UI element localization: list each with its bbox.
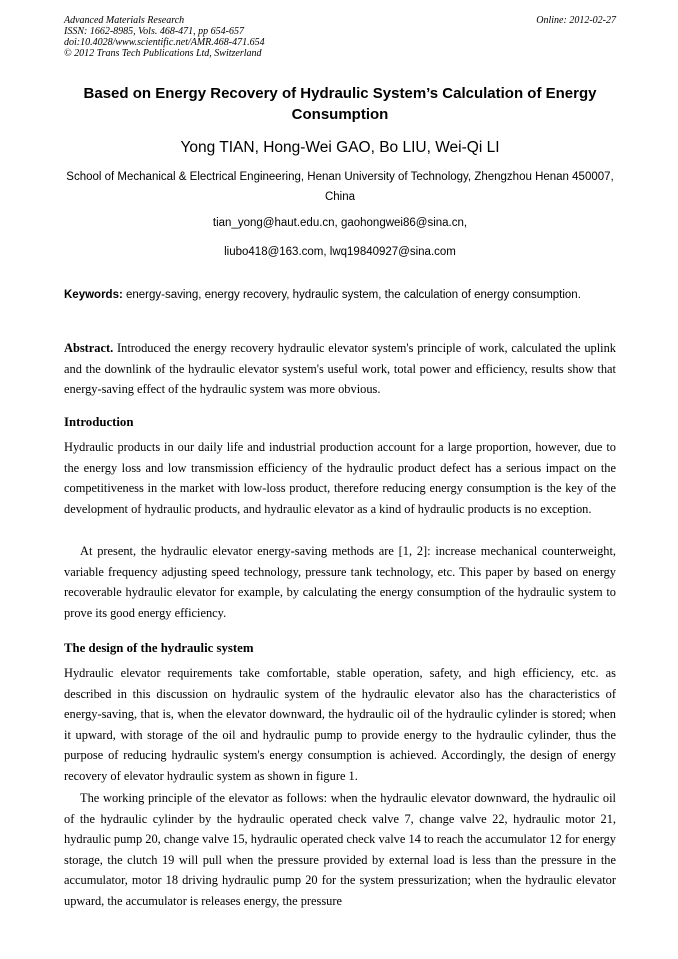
design-paragraph-2: The working principle of the elevator as follows: when the hydraulic elevator downward, the hydraulic oil of the hydraulic cylinder by the hydraulic operated check valve 7, change valve 22, hydraulic motor 21, hydraulic pump 20, change valve 15, hydraulic operated check valve 14 to reach the accumulator 12 for energy storage, the clutch 19 will pull when the pressure provided by external load is less than the pressure in the accumulator, motor 18 driving hydraulic pump 20 for the system pressurization; when the hydraulic elevator upward, the accumulator is releases energy, the pressure (64, 791, 616, 908)
email-line-2: liubo418@163.com, lwq19840927@sina.com (224, 246, 456, 258)
abstract-label: Abstract. (64, 341, 114, 355)
issn-line: ISSN: 1662-8985, Vols. 468-471, pp 654-657 (64, 26, 244, 37)
email-line-1: tian_yong@haut.edu.cn, gaohongwei86@sina.cn, (212, 217, 468, 229)
intro-paragraph-1: Hydraulic products in our daily life and industrial production account for a large proportion, however, due to the energy loss and low transmission efficiency of the hydraulic product defect has a serious impact on the competitiveness in the market with low-loss product, therefore reducing energy consumption is the key of the development of hydraulic products, and hydraulic elevator as a kind of hydraulic products is no exception. (64, 440, 616, 516)
section-heading-design: The design of the hydraulic system (64, 641, 254, 655)
abstract-text: Introduced the energy recovery hydraulic elevator system's principle of work, calculated the uplink and the downlink of the hydraulic elevator system's useful work, total power and efficiency, results show that energy-saving effect of the hydraulic system was more obvious. (64, 341, 616, 396)
keywords-label: Keywords: (64, 289, 123, 301)
section-heading-introduction: Introduction (64, 415, 134, 429)
journal-name: Advanced Materials Research (64, 15, 185, 26)
design-paragraph-1: Hydraulic elevator requirements take comfortable, stable operation, safety, and high efficiency, etc. as described in this discussion on hydraulic system of the hydraulic elevator also has the characteristics of energy-saving, that is, when the elevator downward, the hydraulic oil of the hydraulic cylinder is stored; when it upward, with storage of the oil and hydraulic pump to provide energy to the hydraulic cylinder, thus the purpose of reducing hydraulic system's energy consumption is achieved. Accordingly, the design of energy recovery of elevator hydraulic system as shown in figure 1. (64, 666, 616, 783)
keywords-text: energy-saving, energy recovery, hydraulic system, the calculation of energy consumption. (126, 289, 581, 301)
paper-title: Based on Energy Recovery of Hydraulic System’s Calculation of Energy Consumption (83, 85, 597, 123)
copyright-line: © 2012 Trans Tech Publications Ltd, Switzerland (64, 48, 262, 59)
journal-header (64, 15, 616, 59)
intro-paragraph-2: At present, the hydraulic elevator energy-saving methods are [1, 2]: increase mechanical counterweight, variable frequency adjusting speed technology, pressure tank technology, etc. This paper by based on energy recoverable hydraulic elevator for example, by calculating the energy consumption of the hydraulic system to prove its good energy efficiency. (64, 544, 616, 620)
author-list: Yong TIAN, Hong-Wei GAO, Bo LIU, Wei-Qi LI (180, 139, 500, 156)
abstract (64, 338, 616, 400)
online-date: Online: 2012-02-27 (536, 15, 616, 26)
doi-line: doi:10.4028/www.scientific.net/AMR.468-471.654 (64, 37, 265, 48)
keywords (64, 285, 616, 305)
affiliation: School of Mechanical & Electrical Engineering, Henan University of Technology, Zhengzhou Henan 450007, China (66, 171, 614, 203)
